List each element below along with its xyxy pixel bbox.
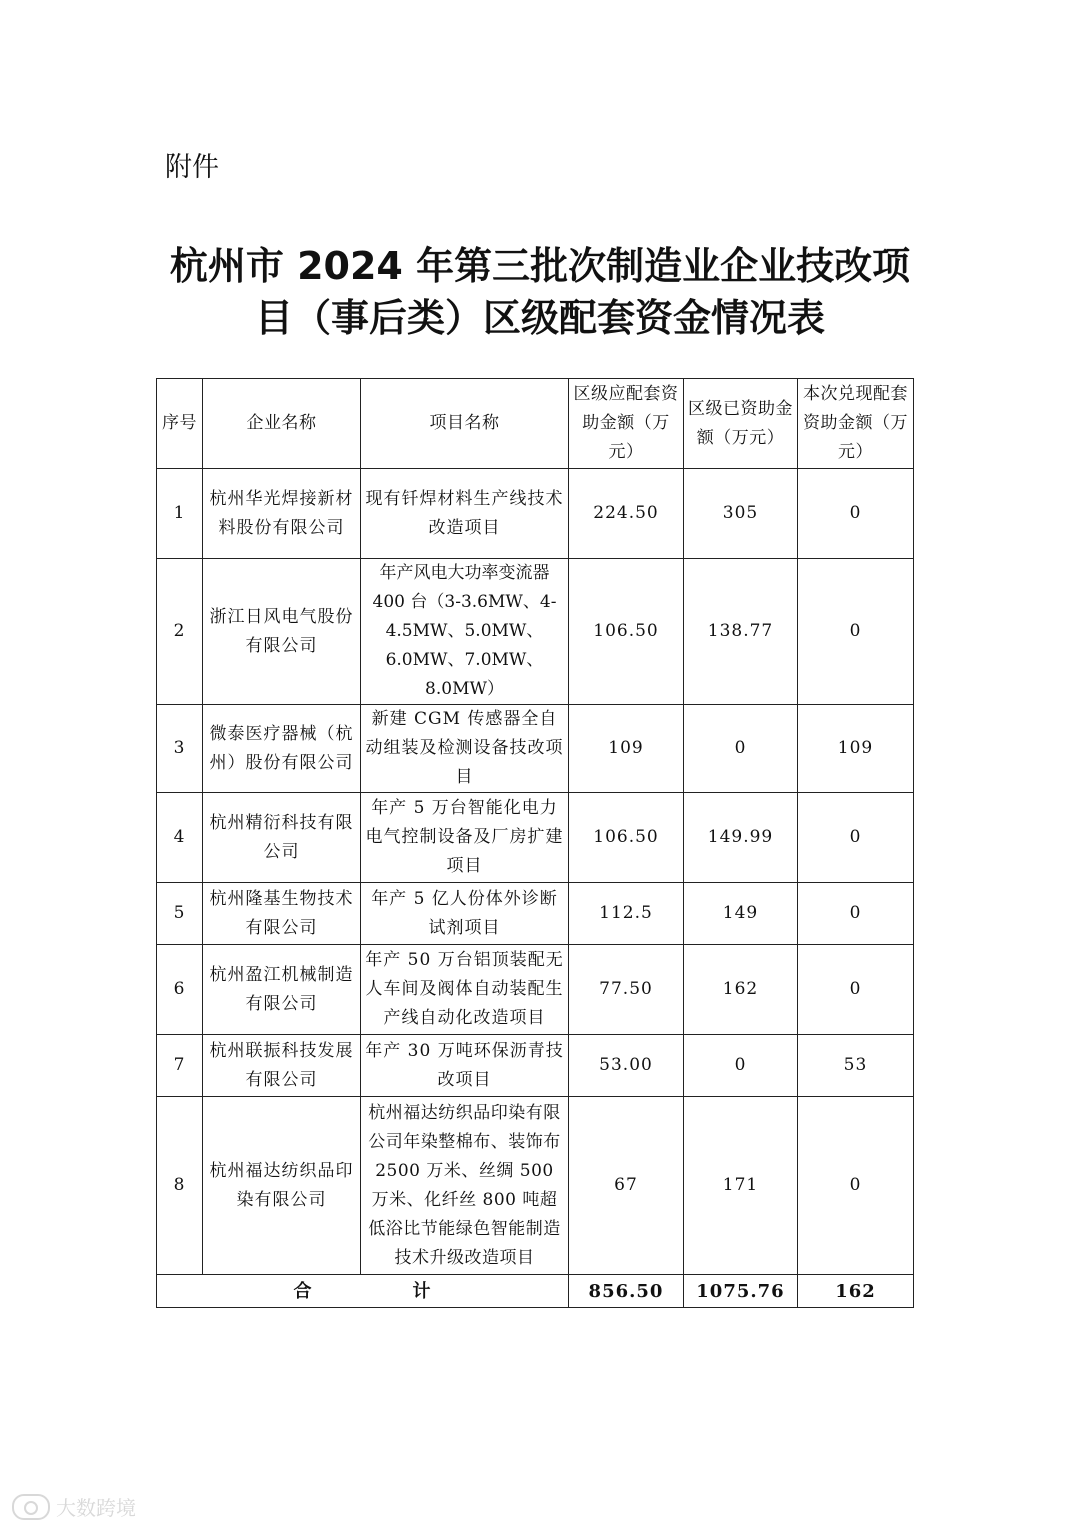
header-paid: 区级已资助金额（万元） xyxy=(684,379,798,469)
document-title-line2: 目（事后类）区级配套资金情况表 xyxy=(254,296,825,340)
cell-paid: 171 xyxy=(684,1097,798,1275)
cell-paid: 162 xyxy=(684,945,798,1035)
cell-seq: 3 xyxy=(157,705,203,793)
header-seq: 序号 xyxy=(157,379,203,469)
cell-project: 年产风电大功率变流器 400 台（3-3.6MW、4-4.5MW、5.0MW、6.0MW、7.0MW、8.0MW） xyxy=(361,559,569,705)
table-row xyxy=(157,883,914,945)
cell-seq: 4 xyxy=(157,793,203,883)
attachment-label: 附件 xyxy=(165,152,219,183)
cell-company: 浙江日风电气股份有限公司 xyxy=(203,559,361,705)
cell-paid: 0 xyxy=(684,705,798,793)
total-paid: 1075.76 xyxy=(684,1275,798,1308)
cell-company: 杭州联振科技发展有限公司 xyxy=(203,1035,361,1097)
table-row xyxy=(157,469,914,559)
cell-paid: 149.99 xyxy=(684,793,798,883)
header-current: 本次兑现配套资助金额（万元） xyxy=(798,379,914,469)
cell-company: 杭州精衍科技有限公司 xyxy=(203,793,361,883)
cell-due: 77.50 xyxy=(569,945,684,1035)
document-title-line1: 杭州市 2024 年第三批次制造业企业技改项 xyxy=(169,244,911,288)
total-current: 162 xyxy=(798,1275,914,1308)
cell-company: 杭州隆基生物技术有限公司 xyxy=(203,883,361,945)
table-row xyxy=(157,705,914,793)
cell-due: 67 xyxy=(569,1097,684,1275)
cell-company: 杭州盈江机械制造有限公司 xyxy=(203,945,361,1035)
funding-table xyxy=(156,378,914,1308)
cell-due: 109 xyxy=(569,705,684,793)
header-due: 区级应配套资助金额（万元） xyxy=(569,379,684,469)
cell-paid: 305 xyxy=(684,469,798,559)
cell-project: 新建 CGM 传感器全自动组装及检测设备技改项目 xyxy=(361,705,569,793)
header-company: 企业名称 xyxy=(203,379,361,469)
cell-seq: 5 xyxy=(157,883,203,945)
table-row xyxy=(157,559,914,705)
cell-seq: 2 xyxy=(157,559,203,705)
table-header-row xyxy=(157,379,914,469)
total-label-right: 计 xyxy=(412,1280,432,1302)
cell-current: 0 xyxy=(798,883,914,945)
header-project: 项目名称 xyxy=(361,379,569,469)
cell-due: 53.00 xyxy=(569,1035,684,1097)
cell-seq: 8 xyxy=(157,1097,203,1275)
cell-company: 杭州华光焊接新材料股份有限公司 xyxy=(203,469,361,559)
cell-project: 年产 50 万台铝顶装配无人车间及阀体自动装配生产线自动化改造项目 xyxy=(361,945,569,1035)
cell-company: 微泰医疗器械（杭州）股份有限公司 xyxy=(203,705,361,793)
cell-seq: 6 xyxy=(157,945,203,1035)
cell-current: 0 xyxy=(798,469,914,559)
cell-project: 年产 5 万台智能化电力电气控制设备及厂房扩建项目 xyxy=(361,793,569,883)
cell-project: 杭州福达纺织品印染有限公司年染整棉布、装饰布 2500 万米、丝绸 500 万米、化纤丝 800 吨超低浴比节能绿色智能制造技术升级改造项目 xyxy=(361,1097,569,1275)
watermark-text: 大数跨境 xyxy=(56,1496,136,1520)
cell-current: 0 xyxy=(798,1097,914,1275)
cell-paid: 0 xyxy=(684,1035,798,1097)
cell-company: 杭州福达纺织品印染有限公司 xyxy=(203,1097,361,1275)
total-label-left: 合 xyxy=(293,1280,313,1302)
cell-current: 109 xyxy=(798,705,914,793)
total-label xyxy=(157,1275,569,1308)
cell-paid: 149 xyxy=(684,883,798,945)
table-row xyxy=(157,1097,914,1275)
cell-due: 224.50 xyxy=(569,469,684,559)
cell-seq: 7 xyxy=(157,1035,203,1097)
watermark xyxy=(12,1492,136,1521)
cell-due: 106.50 xyxy=(569,559,684,705)
total-row xyxy=(157,1275,914,1308)
table-row xyxy=(157,945,914,1035)
cell-seq: 1 xyxy=(157,469,203,559)
cell-current: 0 xyxy=(798,559,914,705)
cell-project: 年产 30 万吨环保沥青技改项目 xyxy=(361,1035,569,1097)
table-row xyxy=(157,793,914,883)
cell-project: 年产 5 亿人份体外诊断试剂项目 xyxy=(361,883,569,945)
cell-paid: 138.77 xyxy=(684,559,798,705)
cell-current: 0 xyxy=(798,945,914,1035)
cell-current: 53 xyxy=(798,1035,914,1097)
total-due: 856.50 xyxy=(569,1275,684,1308)
cell-current: 0 xyxy=(798,793,914,883)
cell-due: 112.5 xyxy=(569,883,684,945)
cell-project: 现有钎焊材料生产线技术改造项目 xyxy=(361,469,569,559)
cell-due: 106.50 xyxy=(569,793,684,883)
table-row xyxy=(157,1035,914,1097)
watermark-logo-icon xyxy=(12,1494,50,1520)
